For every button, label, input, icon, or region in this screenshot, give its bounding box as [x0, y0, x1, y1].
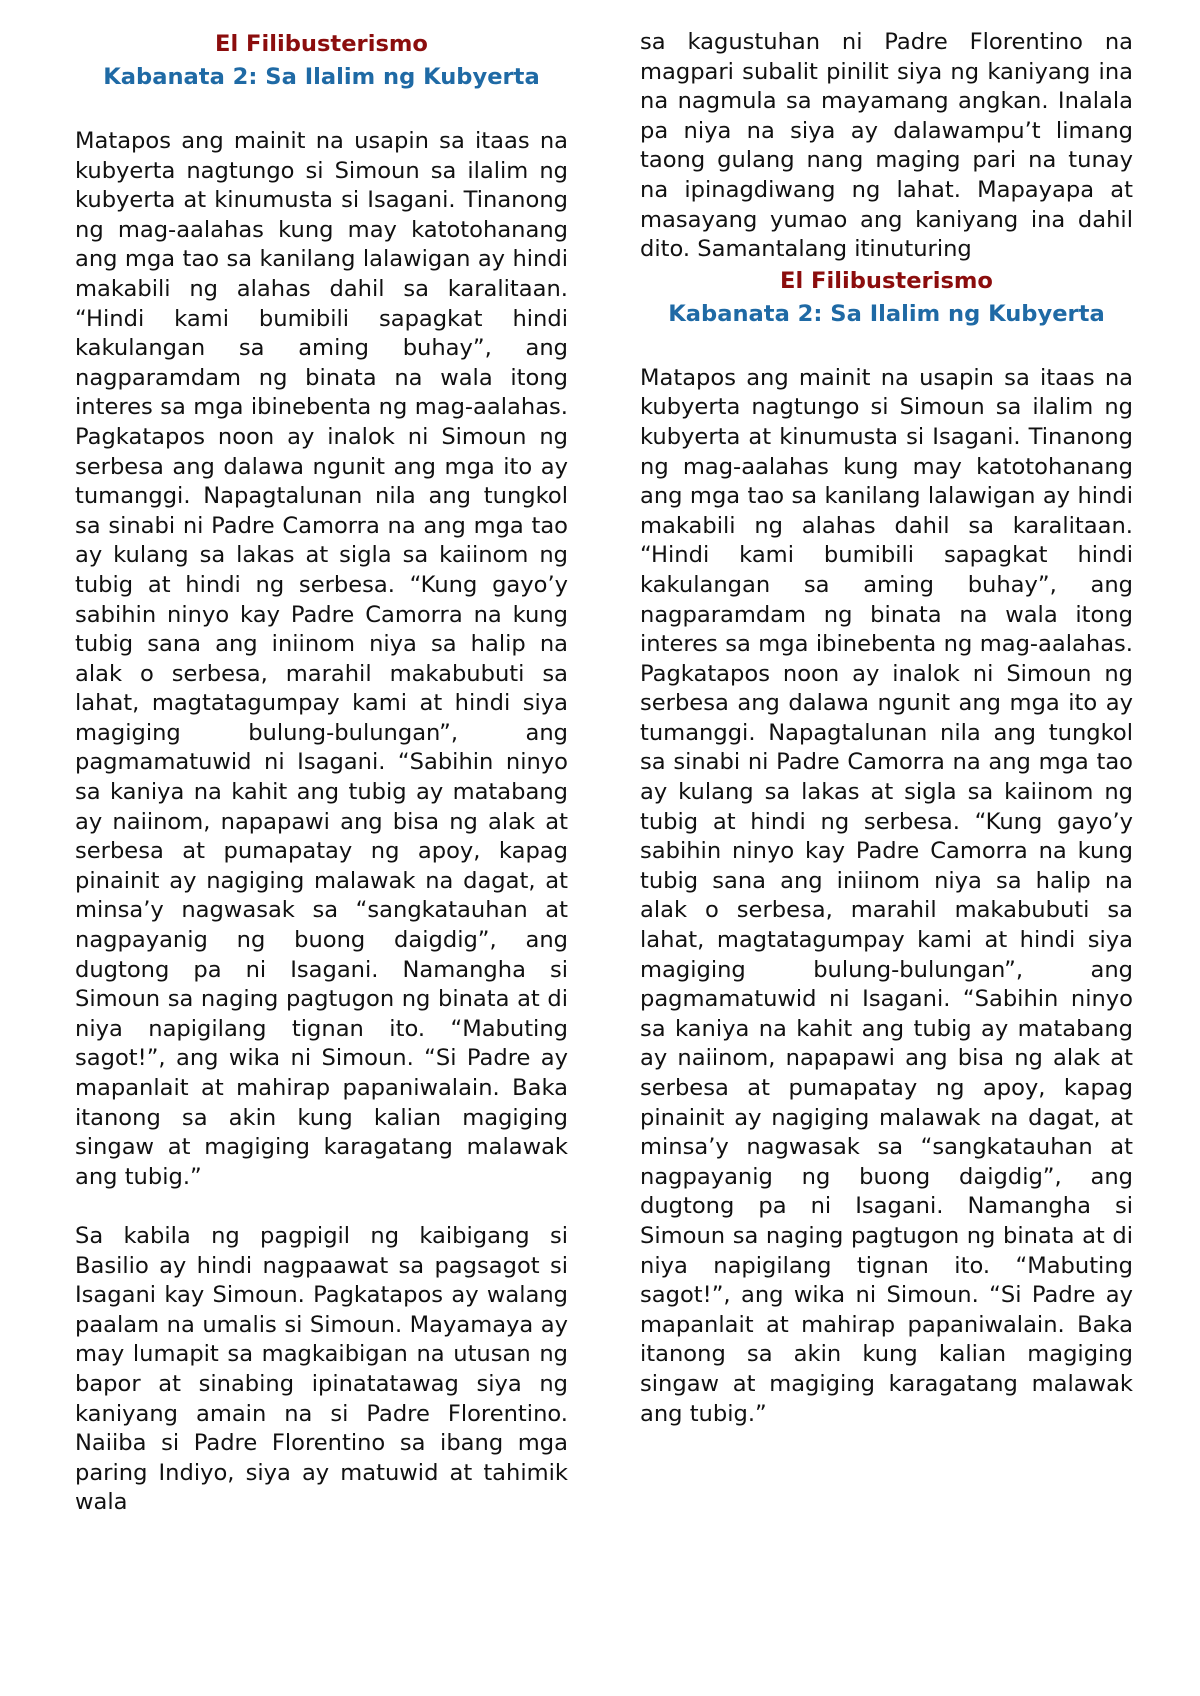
body-paragraph: Matapos ang mainit na usapin sa itaas na kubyerta nagtungo si Simoun sa ilalim ng kubyerta at kinumusta si Isagani. Tinanong ng mag-aalahas kung may katotohanang ang mga tao sa kanilang lalawigan ay hindi makabili ng alahas dahil sa karalitaan. “Hindi kami bumibili sapagkat hindi kakulangan sa aming buhay”, ang nagparamdam ng binata na wala itong interes sa mga ibinebenta ng mag-aalahas. Pagkatapos noon ay inalok ni Simoun ng serbesa ang dalawa ngunit ang mga ito ay tumanggi. Napagtalunan nila ang tungkol sa sinabi ni Padre Camorra na ang mga tao ay kulang sa lakas at sigla sa kaiinom ng tubig at hindi ng serbesa. “Kung gayo’y sabihin ninyo kay Padre Camorra na kung tubig sana ang iniinom niya sa halip na alak o serbesa, marahil makabubuti sa lahat, magtatagumpay kami at hindi siya magiging bulung-bulungan”, ang pagmamatuwid ni Isagani. “Sabihin ninyo sa kaniya na kahit ang tubig ay matabang ay naiinom, napapawi ang bisa ng alak at serbesa at pumapatay ng apoy, kapag pinainit ay nagiging malawak na dagat, at minsa’y nagwasak sa “sangkatauhan at nagpayanig ng buong daigdig”, ang dugtong pa ni Isagani. Namangha si Simoun sa naging pagtugon ng binata at di niya napigilang tignan ito. “Mabuting sagot!”, ang wika ni Simoun. “Si Padre ay mapanlait at mahirap papaniwalain. Baka itanong sa akin kung kalian magiging singaw at magiging karagatang malawak ang tubig.” — [640, 364, 1133, 1427]
repeated-document-title: El Filibusterismo — [780, 267, 993, 294]
chapter-heading: Kabanata 2: Sa Ilalim ng Kubyerta — [103, 64, 540, 90]
body-paragraph: Matapos ang mainit na usapin sa itaas na kubyerta nagtungo si Simoun sa ilalim ng kubyerta at kinumusta si Isagani. Tinanong ng mag-aalahas kung may katotohanang ang mga tao sa kanilang lalawigan ay hindi makabili ng alahas dahil sa karalitaan. “Hindi kami bumibili sapagkat hindi kakulangan sa aming buhay”, ang nagparamdam ng binata na wala itong interes sa mga ibinebenta ng mag-aalahas. Pagkatapos noon ay inalok ni Simoun ng serbesa ang dalawa ngunit ang mga ito ay tumanggi. Napagtalunan nila ang tungkol sa sinabi ni Padre Camorra na ang mga tao ay kulang sa lakas at sigla sa kaiinom ng tubig at hindi ng serbesa. “Kung gayo’y sabihin ninyo kay Padre Camorra na kung tubig sana ang iniinom niya sa halip na alak o serbesa, marahil makabubuti sa lahat, magtatagumpay kami at hindi siya magiging bulung-bulungan”, ang pagmamatuwid ni Isagani. “Sabihin ninyo sa kaniya na kahit ang tubig ay matabang ay naiinom, napapawi ang bisa ng alak at serbesa at pumapatay ng apoy, kapag pinainit ay nagiging malawak na dagat, at minsa’y nagwasak sa “sangkatauhan at nagpayanig ng buong daigdig”, ang dugtong pa ni Isagani. Namangha si Simoun sa naging pagtugon ng binata at di niya napigilang tignan ito. “Mabuting sagot!”, ang wika ni Simoun. “Si Padre ay mapanlait at mahirap papaniwalain. Baka itanong sa akin kung kalian magiging singaw at magiging karagatang malawak ang tubig.” — [75, 128, 568, 1190]
left-column — [75, 28, 568, 1518]
right-column — [640, 28, 1133, 1429]
repeated-chapter-heading: Kabanata 2: Sa Ilalim ng Kubyerta — [668, 300, 1105, 327]
document-title: El Filibusterismo — [215, 31, 428, 57]
continued-paragraph: sa kagustuhan ni Padre Florentino na magpari subalit pinilit siya ng kaniyang ina na nagmula sa mayamang angkan. Inalala pa niya na siya ay dalawampu’t limang taong gulang nang maging pari na tunay na ipinagdiwang ng lahat. Mapayapa at masayang yumao ang kaniyang ina dahil dito. Samantalang itinuturing — [640, 29, 1133, 263]
body-paragraph: Sa kabila ng pagpigil ng kaibigang si Basilio ay hindi nagpaawat sa pagsagot si Isagani kay Simoun. Pagkatapos ay walang paalam na umalis si Simoun. Mayamaya ay may lumapit sa magkaibigan na utusan ng bapor at sinabing ipinatatawag siya ng kaniyang amain na si Padre Florentino. Naiiba si Padre Florentino sa ibang mga paring Indiyo, siya ay matuwid at tahimik wala — [75, 1222, 568, 1516]
